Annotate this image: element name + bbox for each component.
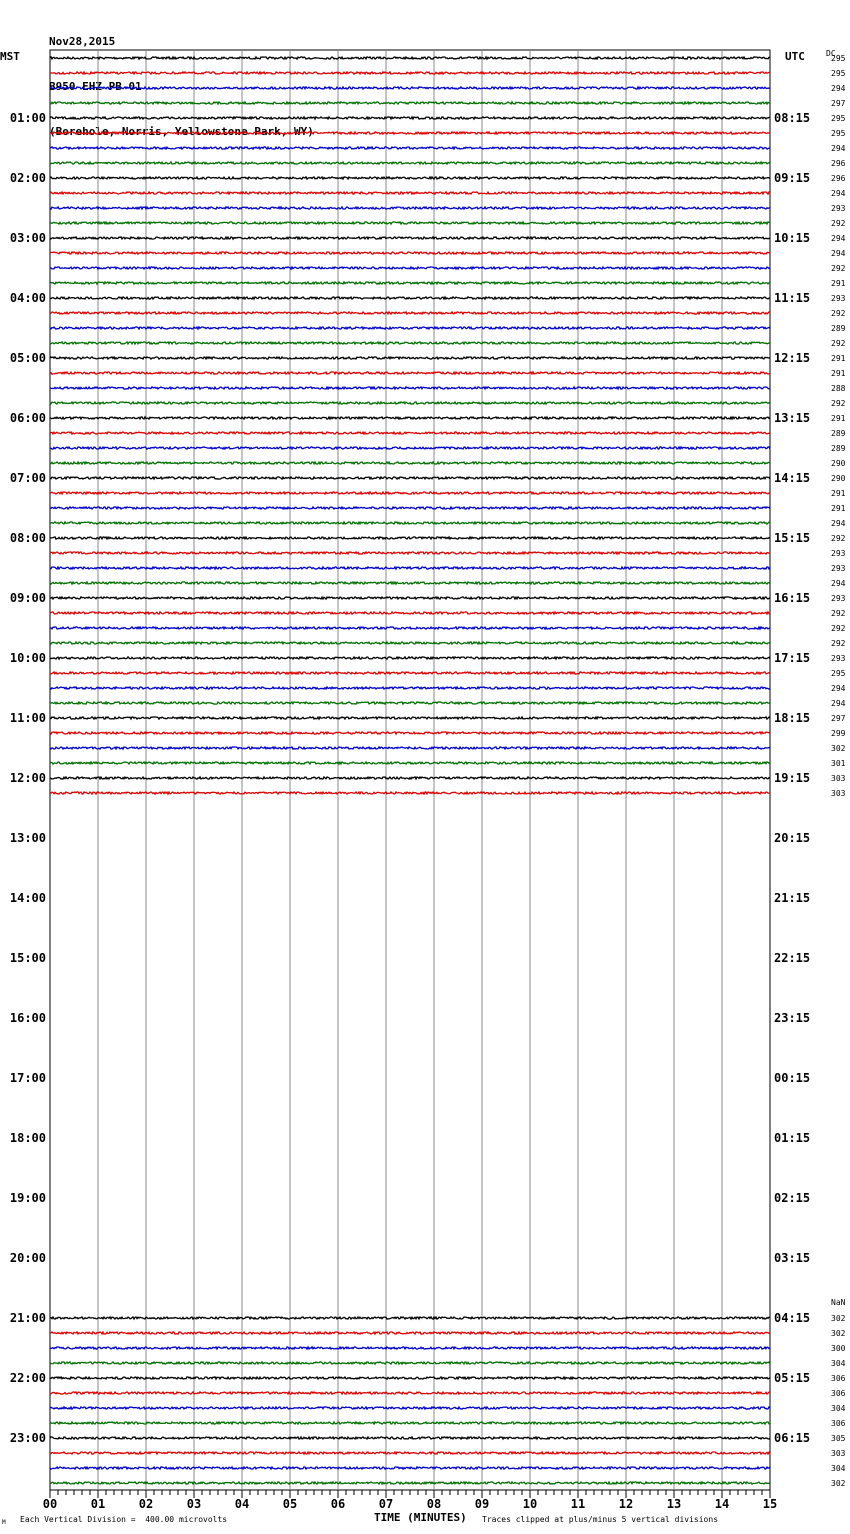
dc-offset-label: 295 xyxy=(831,54,846,63)
mst-hour-label: 19:00 xyxy=(9,1191,46,1205)
dc-offset-label: 304 xyxy=(831,1464,846,1473)
seismic-trace xyxy=(50,642,770,644)
dc-offset-label: 306 xyxy=(831,1419,846,1428)
seismic-trace xyxy=(50,777,770,779)
seismic-trace xyxy=(50,1347,770,1349)
dc-offset-label: 290 xyxy=(831,474,846,483)
seismic-trace xyxy=(50,117,770,119)
dc-offset-label: 290 xyxy=(831,459,846,468)
dc-offset-label: 289 xyxy=(831,429,846,438)
utc-hour-label: 06:15 xyxy=(774,1431,811,1445)
dc-offset-label: 294 xyxy=(831,249,846,258)
dc-offset-label: 295 xyxy=(831,129,846,138)
utc-hour-label: 11:15 xyxy=(774,291,811,305)
utc-hour-label: 23:15 xyxy=(774,1011,811,1025)
dc-offset-label: 302 xyxy=(831,1314,846,1323)
dc-offset-label: 291 xyxy=(831,504,846,513)
seismic-trace xyxy=(50,1317,770,1319)
seismic-trace xyxy=(50,687,770,689)
utc-hour-label: 17:15 xyxy=(774,651,811,665)
utc-hour-label: 09:15 xyxy=(774,171,811,185)
seismic-trace xyxy=(50,672,770,674)
seismic-trace xyxy=(50,1407,770,1409)
dc-offset-label: 295 xyxy=(831,669,846,678)
seismic-trace xyxy=(50,132,770,134)
mst-hour-label: 08:00 xyxy=(9,531,46,545)
seismic-trace xyxy=(50,627,770,629)
seismic-trace xyxy=(50,72,770,74)
mst-hour-label: 03:00 xyxy=(9,231,46,245)
utc-hour-label: 15:15 xyxy=(774,531,811,545)
seismic-trace xyxy=(50,432,770,434)
dc-offset-label: 291 xyxy=(831,414,846,423)
x-tick-label: 15 xyxy=(762,1497,778,1511)
utc-hour-label: 10:15 xyxy=(774,231,811,245)
seismic-trace xyxy=(50,222,770,224)
utc-hour-label: 01:15 xyxy=(774,1131,811,1145)
seismic-trace xyxy=(50,402,770,404)
mst-hour-label: 20:00 xyxy=(9,1251,46,1265)
dc-offset-label: 293 xyxy=(831,594,846,603)
dc-offset-label: 293 xyxy=(831,204,846,213)
dc-offset-label: 294 xyxy=(831,144,846,153)
dc-offset-label: 302 xyxy=(831,744,846,753)
dc-offset-label: 293 xyxy=(831,294,846,303)
seismic-trace xyxy=(50,462,770,464)
utc-hour-label: 20:15 xyxy=(774,831,811,845)
seismic-trace xyxy=(50,342,770,344)
utc-hour-label: 19:15 xyxy=(774,771,811,785)
dc-offset-label: 292 xyxy=(831,399,846,408)
dc-offset-label: 293 xyxy=(831,654,846,663)
dc-offset-label: 301 xyxy=(831,759,846,768)
dc-offset-label: 292 xyxy=(831,639,846,648)
seismic-trace xyxy=(50,582,770,584)
seismic-trace xyxy=(50,177,770,179)
mst-hour-label: 18:00 xyxy=(9,1131,46,1145)
dc-offset-label: 297 xyxy=(831,714,846,723)
x-tick-label: 09 xyxy=(474,1497,490,1511)
utc-hour-label: 03:15 xyxy=(774,1251,811,1265)
dc-offset-label: 291 xyxy=(831,369,846,378)
mst-hour-label: 05:00 xyxy=(9,351,46,365)
seismic-trace xyxy=(50,1452,770,1454)
scale-note: Each Vertical Division = 400.00 microvolts xyxy=(20,1515,228,1524)
seismic-trace xyxy=(50,327,770,329)
dc-offset-label: 294 xyxy=(831,84,846,93)
seismic-trace xyxy=(50,312,770,314)
dc-offset-label: 303 xyxy=(831,789,846,798)
dc-offset-label: 293 xyxy=(831,564,846,573)
seismic-trace xyxy=(50,237,770,239)
dc-label: DC xyxy=(826,49,836,58)
seismic-trace xyxy=(50,597,770,599)
x-tick-label: 07 xyxy=(378,1497,394,1511)
seismic-trace xyxy=(50,372,770,374)
x-tick-label: 00 xyxy=(42,1497,58,1511)
header-location: (Borehole, Norris, Yellowstone Park, WY) xyxy=(49,125,314,138)
utc-hour-label: 12:15 xyxy=(774,351,811,365)
mst-hour-label: 17:00 xyxy=(9,1071,46,1085)
x-tick-label: 03 xyxy=(186,1497,202,1511)
seismic-trace xyxy=(50,1422,770,1424)
mst-hour-label: 06:00 xyxy=(9,411,46,425)
seismic-trace xyxy=(50,1482,770,1484)
dc-offset-label: 297 xyxy=(831,99,846,108)
dc-offset-label: 294 xyxy=(831,579,846,588)
dc-offset-label: 288 xyxy=(831,384,846,393)
mst-hour-label: 09:00 xyxy=(9,591,46,605)
header-station: B950 EHZ PB 01 xyxy=(49,80,142,93)
x-tick-label: 04 xyxy=(234,1497,250,1511)
seismic-trace xyxy=(50,567,770,569)
header-date: Nov28,2015 xyxy=(49,35,116,48)
mst-hour-label: 12:00 xyxy=(9,771,46,785)
dc-offset-label: 303 xyxy=(831,1449,846,1458)
seismic-trace xyxy=(50,192,770,194)
dc-offset-label: 293 xyxy=(831,549,846,558)
seismic-trace xyxy=(50,477,770,479)
seismic-trace xyxy=(50,147,770,149)
seismic-trace xyxy=(50,162,770,164)
x-tick-label: 13 xyxy=(666,1497,682,1511)
dc-offset-label: 291 xyxy=(831,489,846,498)
utc-hour-label: 22:15 xyxy=(774,951,811,965)
seismic-trace xyxy=(50,702,770,704)
utc-hour-label: 05:15 xyxy=(774,1371,811,1385)
dc-offset-label: 304 xyxy=(831,1359,846,1368)
dc-offset-label: 306 xyxy=(831,1389,846,1398)
seismic-trace xyxy=(50,417,770,419)
seismic-trace xyxy=(50,252,770,254)
dc-offset-label: 303 xyxy=(831,774,846,783)
utc-hour-label: 16:15 xyxy=(774,591,811,605)
mst-hour-label: 21:00 xyxy=(9,1311,46,1325)
mst-hour-label: 16:00 xyxy=(9,1011,46,1025)
dc-offset-label: 302 xyxy=(831,1479,846,1488)
dc-offset-label: 294 xyxy=(831,699,846,708)
dc-offset-label: 294 xyxy=(831,234,846,243)
utc-hour-label: 00:15 xyxy=(774,1071,811,1085)
seismic-trace xyxy=(50,1467,770,1469)
seismic-trace xyxy=(50,732,770,734)
utc-hour-label: 18:15 xyxy=(774,711,811,725)
dc-offset-label: 299 xyxy=(831,729,846,738)
x-tick-label: 10 xyxy=(522,1497,538,1511)
x-tick-label: 12 xyxy=(618,1497,634,1511)
utc-hour-label: 21:15 xyxy=(774,891,811,905)
x-tick-label: 01 xyxy=(90,1497,106,1511)
seismic-trace xyxy=(50,1377,770,1379)
dc-offset-label: 292 xyxy=(831,534,846,543)
seismic-trace xyxy=(50,387,770,389)
dc-offset-label: 296 xyxy=(831,159,846,168)
seismic-trace xyxy=(50,657,770,659)
dc-offset-label: 304 xyxy=(831,1404,846,1413)
dc-offset-label: 292 xyxy=(831,339,846,348)
x-tick-label: 02 xyxy=(138,1497,154,1511)
seismic-trace xyxy=(50,282,770,284)
dc-offset-label: 302 xyxy=(831,1329,846,1338)
seismic-trace xyxy=(50,747,770,749)
dc-offset-label: 291 xyxy=(831,279,846,288)
clip-note: Traces clipped at plus/minus 5 vertical divisions xyxy=(482,1515,719,1524)
mst-hour-label: 11:00 xyxy=(9,711,46,725)
seismic-trace xyxy=(50,507,770,509)
dc-offset-label: 289 xyxy=(831,444,846,453)
mst-hour-label: 04:00 xyxy=(9,291,46,305)
plot-frame xyxy=(50,50,770,1490)
seismic-trace xyxy=(50,447,770,449)
dc-offset-label: 295 xyxy=(831,114,846,123)
x-tick-label: 05 xyxy=(282,1497,298,1511)
dc-offset-label: 289 xyxy=(831,324,846,333)
utc-hour-label: 02:15 xyxy=(774,1191,811,1205)
dc-offset-label: 294 xyxy=(831,684,846,693)
mst-hour-label: 01:00 xyxy=(9,111,46,125)
mst-hour-label: 10:00 xyxy=(9,651,46,665)
dc-offset-label: 291 xyxy=(831,354,846,363)
seismic-trace xyxy=(50,357,770,359)
seismic-trace xyxy=(50,87,770,89)
dc-offset-label: 296 xyxy=(831,174,846,183)
seismic-trace xyxy=(50,267,770,269)
x-axis-title: TIME (MINUTES) xyxy=(374,1511,467,1524)
seismic-trace xyxy=(50,537,770,539)
seismic-trace xyxy=(50,57,770,59)
nan-label: NaN xyxy=(831,1298,846,1307)
x-tick-label: 06 xyxy=(330,1497,346,1511)
x-tick-label: 11 xyxy=(570,1497,586,1511)
footer-mark: M xyxy=(2,1519,6,1526)
utc-axis-label: UTC xyxy=(785,50,805,63)
mst-hour-label: 23:00 xyxy=(9,1431,46,1445)
x-tick-label: 08 xyxy=(426,1497,442,1511)
seismic-trace xyxy=(50,1362,770,1364)
seismic-trace xyxy=(50,717,770,719)
seismic-trace xyxy=(50,792,770,794)
dc-offset-label: 292 xyxy=(831,609,846,618)
mst-hour-label: 22:00 xyxy=(9,1371,46,1385)
dc-offset-label: 294 xyxy=(831,519,846,528)
dc-offset-label: 292 xyxy=(831,264,846,273)
seismic-trace xyxy=(50,522,770,524)
mst-hour-label: 02:00 xyxy=(9,171,46,185)
seismic-trace xyxy=(50,552,770,554)
utc-hour-label: 08:15 xyxy=(774,111,811,125)
seismic-trace xyxy=(50,1332,770,1334)
seismic-trace xyxy=(50,1392,770,1394)
seismic-trace xyxy=(50,1437,770,1439)
seismic-trace xyxy=(50,492,770,494)
seismic-trace xyxy=(50,612,770,614)
seismic-trace xyxy=(50,297,770,299)
dc-offset-label: 292 xyxy=(831,219,846,228)
dc-offset-label: 306 xyxy=(831,1374,846,1383)
dc-offset-label: 292 xyxy=(831,309,846,318)
dc-offset-label: 300 xyxy=(831,1344,846,1353)
dc-offset-label: 295 xyxy=(831,69,846,78)
utc-hour-label: 14:15 xyxy=(774,471,811,485)
mst-hour-label: 13:00 xyxy=(9,831,46,845)
dc-offset-label: 294 xyxy=(831,189,846,198)
seismic-trace xyxy=(50,762,770,764)
x-tick-label: 14 xyxy=(714,1497,730,1511)
seismic-trace xyxy=(50,102,770,104)
mst-hour-label: 14:00 xyxy=(9,891,46,905)
utc-hour-label: 13:15 xyxy=(774,411,811,425)
mst-axis-label: MST xyxy=(0,50,20,63)
dc-offset-label: 292 xyxy=(831,624,846,633)
mst-hour-label: 15:00 xyxy=(9,951,46,965)
dc-offset-label: 305 xyxy=(831,1434,846,1443)
utc-hour-label: 04:15 xyxy=(774,1311,811,1325)
seismic-trace xyxy=(50,207,770,209)
mst-hour-label: 07:00 xyxy=(9,471,46,485)
